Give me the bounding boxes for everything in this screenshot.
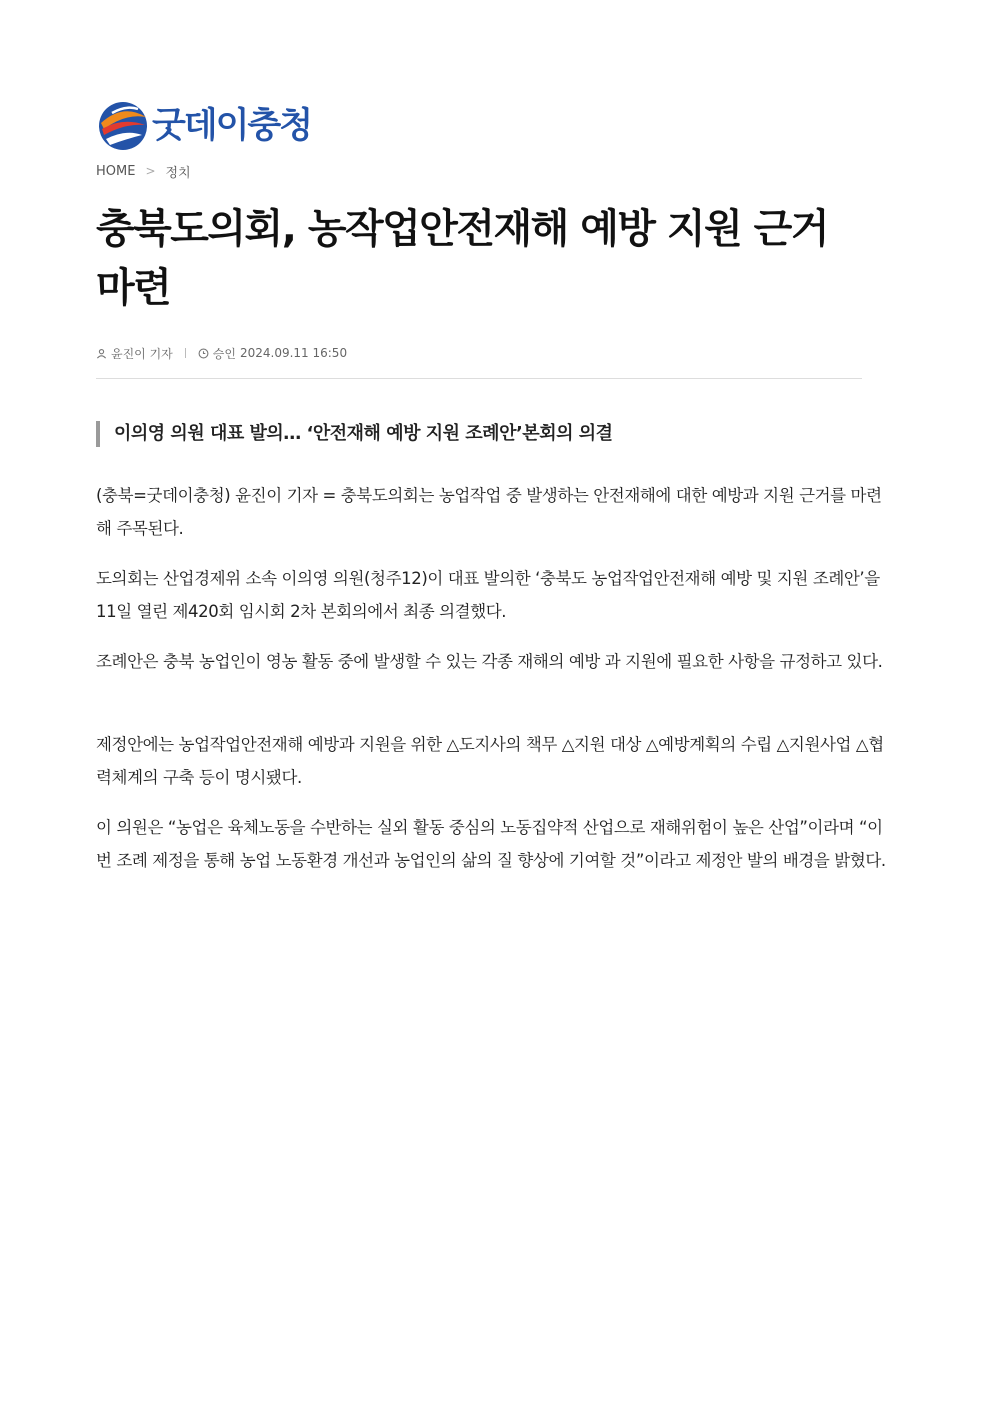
article-page — [96, 96, 896, 877]
approval-label: 승인 — [212, 346, 236, 361]
author-name[interactable]: 윤진이 기자 — [111, 346, 173, 361]
article-paragraph: 조례안은 충북 농업인이 영농 활동 중에 발생할 수 있는 각종 재해의 예방 과 지원에 필요한 사항을 규정하고 있다. — [96, 652, 883, 671]
author-info — [96, 345, 173, 362]
approval-datetime: 2024.09.11 16:50 — [239, 346, 348, 360]
article-paragraph: 제정안에는 농업작업안전재해 예방과 지원을 위한 △도지사의 책무 △지원 대상 △예방계획의 수립 △지원사업 △협력체계의 구축 등이 명시됐다. — [96, 735, 884, 787]
meta-divider — [185, 348, 186, 358]
article-body — [96, 479, 896, 877]
breadcrumb — [96, 162, 896, 180]
site-logo[interactable] — [96, 96, 896, 156]
site-name: 굿데이충청 — [152, 105, 312, 146]
clock-icon — [198, 348, 209, 359]
article-subheadline: 이의영 의원 대표 발의… ‘안전재해 예방 지원 조례안’본회의 의결 — [96, 421, 896, 447]
article-paragraph: 도의회는 산업경제위 소속 이의영 의원(청주12)이 대표 발의한 ‘충북도 농업작업안전재해 예방 및 지원 조례안’을 11일 열린 제420회 임시회 2차 본회의에서 최종 의결했다. — [96, 569, 880, 621]
article-paragraph: 이 의원은 “농업은 육체노동을 수반하는 실외 활동 중심의 노동집약적 산업으로 재해위험이 높은 산업”이라며 “이번 조례 제정을 통해 농업 노동환경 개선과 농업인의 삶의 질 향상에 기여할 것”이라고 제정안 발의 배경을 밝혔다. — [96, 818, 886, 870]
article-headline: 충북도의회, 농작업안전재해 예방 지원 근거 마련 — [96, 206, 828, 311]
logo-swirl-icon — [96, 99, 150, 153]
chevron-right-icon: > — [145, 164, 156, 178]
approval-info — [198, 345, 347, 362]
article-meta — [96, 344, 896, 362]
breadcrumb-section-link[interactable]: 정치 — [165, 165, 191, 181]
header-divider — [96, 378, 862, 379]
breadcrumb-home-link[interactable]: HOME — [96, 163, 136, 179]
user-icon — [96, 348, 107, 359]
article-paragraph: (충북=굿데이충청) 윤진이 기자 = 충북도의회는 농업작업 중 발생하는 안전재해에 대한 예방과 지원 근거를 마련해 주목된다. — [96, 486, 882, 538]
